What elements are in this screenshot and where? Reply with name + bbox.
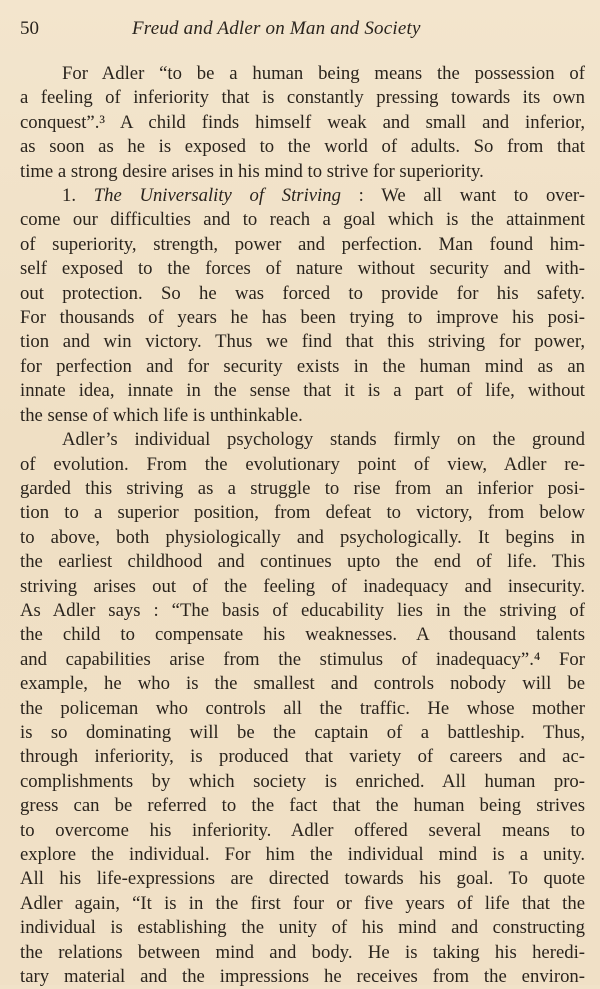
- text-line: for perfection and for security exists in the human mind as an: [20, 355, 585, 377]
- section-heading-line: [20, 184, 585, 208]
- text-line: the child to compensate his weaknesses. A thousand talents: [20, 624, 585, 646]
- text-line: example, he who is the smallest and controls nobody will be: [20, 673, 585, 695]
- section-heading: The Universality of Striving: [93, 185, 341, 207]
- text-line: tary material and the impressions he receives from the environ-: [20, 966, 585, 988]
- paragraph-universality-of-striving: [20, 184, 585, 428]
- text-line: As Adler says : “The basis of educability lies in the striving of: [20, 599, 585, 621]
- text-line: the earliest childhood and continues upto the end of life. This: [20, 551, 585, 573]
- text-line: the policeman who controls all the traffic. He whose mother: [20, 697, 585, 719]
- text-line: gress can be referred to the fact that the human being strives: [20, 795, 585, 817]
- text-line: the relations between mind and body. He is taking his heredi-: [20, 941, 585, 963]
- text-line: is so dominating will be the captain of a battleship. Thus,: [20, 721, 585, 743]
- page-number: 50: [20, 18, 39, 39]
- text-line: conquest”.³ A child finds himself weak and small and inferior,: [20, 111, 585, 133]
- text-line: to overcome his inferiority. Adler offered several means to: [20, 819, 585, 841]
- text-line: and capabilities arise from the stimulus of inadequacy”.⁴ For: [20, 648, 585, 670]
- text-line: All his life-expressions are directed towards his goal. To quote: [20, 868, 585, 890]
- text-line: garded this striving as a struggle to rise from an inferior posi-: [20, 477, 585, 499]
- text-line: a feeling of inferiority that is constantly pressing towards its own: [20, 87, 585, 109]
- text-line: complishments by which society is enriched. All human pro-: [20, 770, 585, 792]
- text-line: explore the individual. For him the individual mind is a unity.: [20, 844, 585, 865]
- text-line: tion to a superior position, from defeat to victory, from below: [20, 502, 585, 524]
- text-line: For Adler “to be a human being means the possession of: [62, 63, 585, 84]
- text-line: come our difficulties and to reach a goal which is the attainment: [20, 209, 585, 231]
- text-line: as soon as he is exposed to the world of adults. So from that: [20, 136, 585, 158]
- running-head: [20, 18, 580, 48]
- text-line: Adler’s individual psychology stands firmly on the ground: [62, 429, 585, 451]
- section-number: 1.: [62, 185, 77, 207]
- text-line: For thousands of years he has been trying to improve his posi-: [20, 307, 585, 329]
- paragraph-adler-intro: [20, 62, 585, 184]
- book-title: Freud and Adler on Man and Society: [132, 18, 421, 39]
- text-line: Adler again, “It is in the first four or five years of life that the: [20, 892, 585, 914]
- text-line: through inferiority, is produced that variety of careers and ac-: [20, 746, 585, 768]
- text-line: time a strong desire arises in his mind to strive for superiority.: [20, 160, 484, 182]
- text-line: tion and win victory. Thus we find that this striving for power,: [20, 331, 585, 353]
- text-line: striving arises out of the feeling of inadequacy and insecurity.: [20, 575, 585, 597]
- body-text: [20, 62, 585, 989]
- paragraph-individual-psychology: [20, 428, 585, 989]
- text-line: self exposed to the forces of nature without security and with-: [20, 258, 585, 280]
- text-line: out protection. So he was forced to provide for his safety.: [20, 282, 585, 304]
- text-line: individual is establishing the unity of his mind and constructing: [20, 917, 585, 939]
- text-line: to above, both physiologically and psychologically. It begins in: [20, 526, 585, 548]
- text-line: innate idea, innate in the sense that it is a part of life, without: [20, 380, 585, 402]
- text-line: the sense of which life is unthinkable.: [20, 404, 303, 426]
- text-line: of evolution. From the evolutionary point of view, Adler re-: [20, 453, 585, 475]
- text-fragment: : We all want to over-: [358, 185, 586, 207]
- text-line: of superiority, strength, power and perfection. Man found him-: [20, 233, 585, 255]
